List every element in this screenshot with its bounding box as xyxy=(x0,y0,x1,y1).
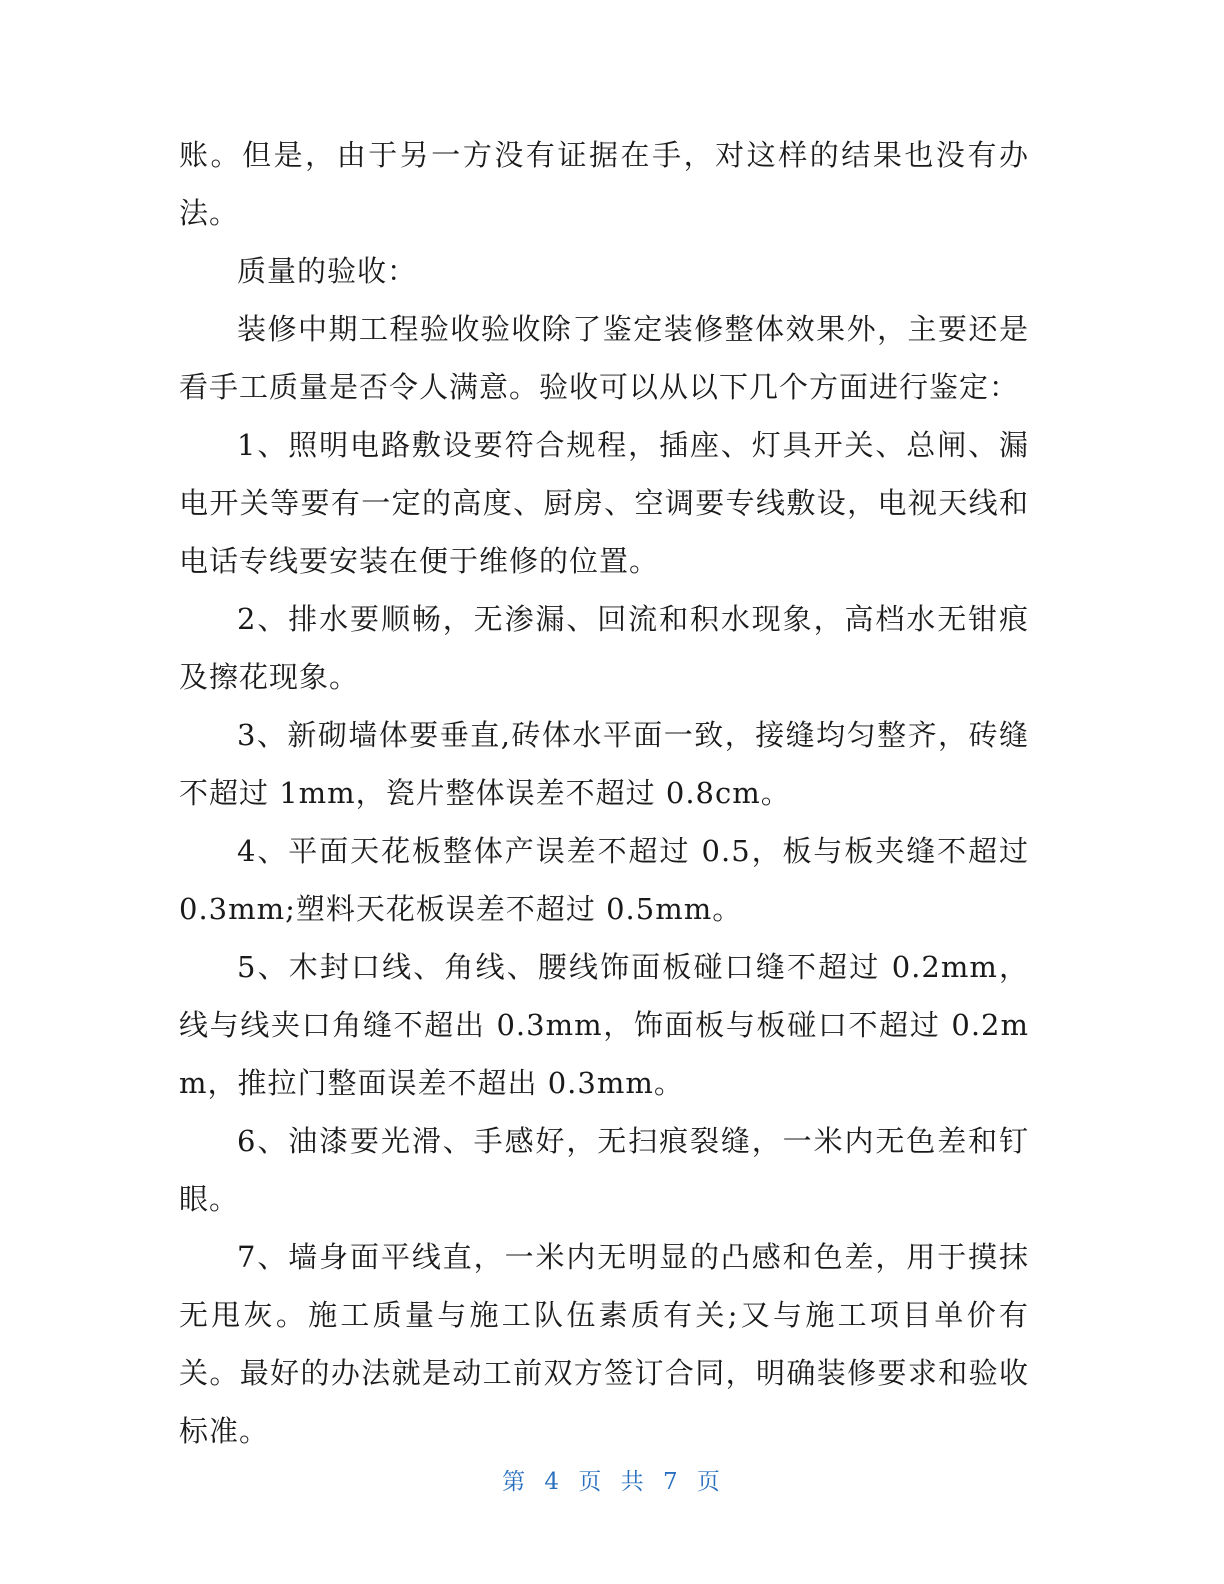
list-item-3: 3、新砌墙体要垂直,砖体水平面一致，接缝均匀整齐，砖缝不超过 1mm，瓷片整体误差不超过 0.8cm。 xyxy=(179,718,1029,810)
list-item-1: 1、照明电路敷设要符合规程，插座、灯具开关、总闸、漏电开关等要有一定的高度、厨房、空调要专线敷设，电视天线和电话专线要安装在便于维修的位置。 xyxy=(179,428,1029,578)
list-item-7: 7、墙身面平线直，一米内无明显的凸感和色差，用于摸抹无甩灰。施工质量与施工队伍素质有关;又与施工项目单价有关。最好的办法就是动工前双方签订合同，明确装修要求和验收标准。 xyxy=(179,1240,1029,1448)
list-item-2: 2、排水要顺畅，无渗漏、回流和积水现象，高档水无钳痕及擦花现象。 xyxy=(179,602,1029,694)
list-item-5: 5、木封口线、角线、腰线饰面板碰口缝不超过 0.2mm，线与线夹口角缝不超出 0.3mm，饰面板与板碰口不超过 0.2mm，推拉门整面误差不超出 0.3mm。 xyxy=(179,950,1029,1100)
paragraph-intro: 装修中期工程验收验收除了鉴定装修整体效果外，主要还是看手工质量是否令人满意。验收可以从以下几个方面进行鉴定： xyxy=(179,312,1029,404)
list-item-4: 4、平面天花板整体产误差不超过 0.5，板与板夹缝不超过 0.3mm;塑料天花板误差不超过 0.5mm。 xyxy=(179,834,1029,926)
document-body xyxy=(179,126,1029,1460)
page-number-footer: 第 4 页 共 7 页 xyxy=(502,1469,722,1495)
heading-quality-acceptance: 质量的验收： xyxy=(237,254,418,288)
paragraph-continuation: 账。但是，由于另一方没有证据在手，对这样的结果也没有办法。 xyxy=(179,138,1029,230)
list-item-6: 6、油漆要光滑、手感好，无扫痕裂缝，一米内无色差和钉眼。 xyxy=(179,1124,1029,1216)
